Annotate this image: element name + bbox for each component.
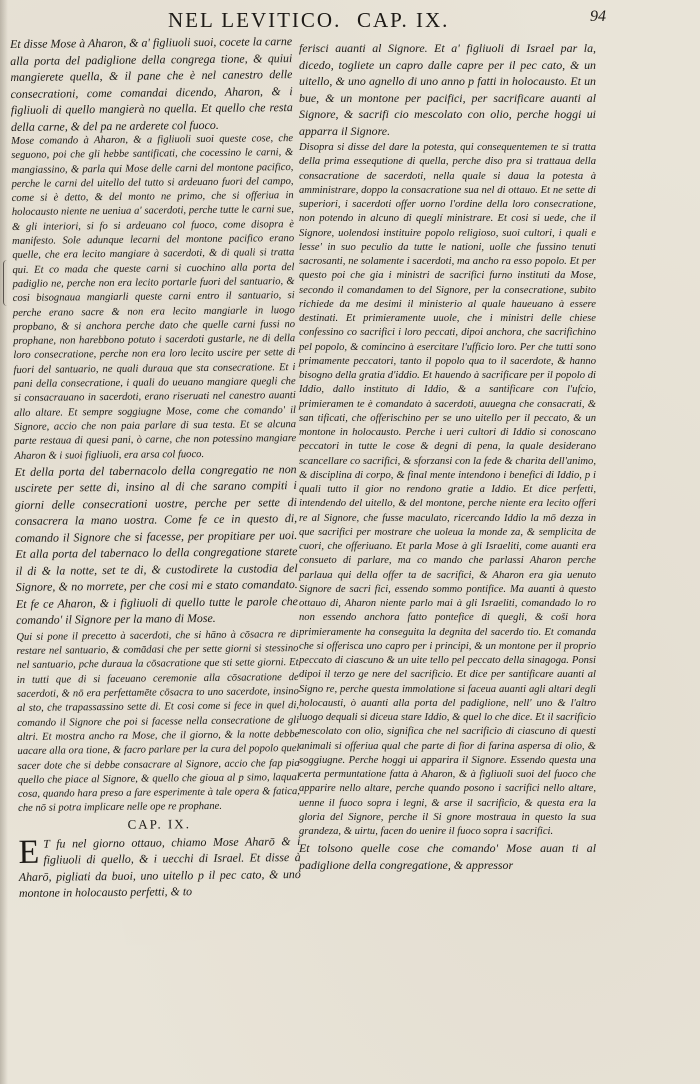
folio-number: 94 (590, 8, 606, 25)
commentary-text-1: Mose comando à Aharon, & a figliuoli suoi queste cose, che seguono, poi che gli hebbe santificati, che cocessino le carni, & mangiassino, & parla qui Mose delle carni del montone pacifico, perche le carni del uitello del tutto si ardeuano fuori del campo, come si è detto, & del monto ne primo, che si offeriua in holocausto niente ne ueniua a' sacerdoti, perche tutte le carni sue, & gli interiori, si fo si ardeuano col fuoco, come disopra è manifesto. Sole adunque lecarni del montone pacifico erano quelle, che era lecito mangiare à sacerdoti, & di quali si tratta qui. Et co mada che queste carni si cuochino alla porta del padiglio ne, perche non era lecito portarle fuori del santuario, & cosi bisognaua mangiarli queste carni entro il santuario, si perche erano sacre & non era lecito mangiarle in luogo propbano, & si anchora perche dato che quelle carni fussi no prophane, non harebbono potuto i sacerdoti gustarle, ne di della loro consecratione, perche non era loro lecito uscire per sette di fuori del santuario, ne quali duraua que sta consecratione. Et i pani della consecratione, i quali do ueuano mangiare quegli che si consacrauano in sacerdoti, erano riseruati nel canestro auanti allo altare. Et sempre soggiugne Mose, come che comando' il Signore, accio che non paia parlare di sua testa. Et se alcuna parte restaua di quesi pani, ò carne, che non potessino mangiare Aharon & i suoi figliuoli, era arsa col fuoco. (11, 133, 297, 462)
commentary-text-3: Disopra si disse del dare la potesta, qui consequentemen te si tratta della prima essequtione di quella, perche diso pra si trattaua della consacratione de sacerdoti, nella quale si daua la potesta à amministrare, doppo la consacratione sua nel di ottauo. Et ne sette di superiori, i sacerdoti offer uorno l'ordine della loro consecratione, non potendo in alcuno di queglí ministrare. Et cosi si uede, che il Signore, uolendosi instituire popolo religioso, suoi cultori, i quali e lesse' in suo peculio da tutte le nationi, uolle che fussino tenuti sacrosanti, ne solamente i sacerdoti, ma ancho ra esso popolo. Et per questo poi che gia i ministri de sacrifici furno instituti da Mose, secondo il comandamen to del Signore, per la consecratione, subito richiede da me desimi il ministerio al quale haueuano à essere destinati. Et primieramente uuole, che i ministri delle chiese confessino co sacrifici i loro peccati, dipoi anchora, che sacrifichino pel popolo, & comincino à esercitare l'ufficio loro. Per che tutti sono primamente peccatori, tanto il popolo qua to il sacerdote, & hanno bisogno della gratia d'iddio. Et hauendo à sacrificare per il popolo di Iddio, dallo instituto di Iddio, & a santificare con l'ufcio, primieramen te è comandato à sacerdoti, auuegna che consacrati, & san tificati, che offerischino per se uno uitello per il peccato, & un montone in holocausto. Perche i ueri cultori di Iddio si conoscano peccatori in tutte le cose & degni di pena, la quale desiderano scancellare co sacrifici, & sforzansi con la fede & charita dell'animo, & disciplina di corpo, & final mente intendono i benefici di Iddio, p i quali tutto il gior no rendono gratie a Iddio. Et dice perfetti, intendendo del uitello, & del montone, perche niente era lecito offeri re al Signore, che fusse maculato, ricercando Iddio la mō dezza in que sacrifici per mostrare che uoleua la monde za, & semplicita de cuori, che offeriuano. Et parla Mose à gli Israeliti, come auanti era consueto di parlare, ma co mando che parlassi Aharon perche parlaua qui della offer ta de sacrifici, & Aharon era gia uenuto Signore de sacri fici, essendo sommo pontifice. Ma auanti à questo ottauo di, Aharon niente parlo mai à gli Israeliti, comandado lo ro non essendo anchora fatto pontefice di quegli, & coši hora primieramente ha conseguita la degnita del sacerdo tio. Et comanda che si offerisca uno capro per i principi, & un montone per il proprio peccato di ciascuno & un uite tello pel peccato della sinagoga. Ponsi dipoi il terzo ge nere del sacrificio. Et dice per santificare auanti al Signo re, perche questa immolatione si faceua auanti agli altari degli holocausti, ò auanti alla porta del padiglione, nell' uno & l'altro luogo dequali si diceua stare Iddio, & quel lo che dice. Et il sacrificio mescolato con olio, significa che nel sacrificio di ciascuno di questi animali si offeriua qual che parte di fior di farina aspersa di olio, & soggiugne. Perche hoggi ui apparira il Signore. Essendo questa una certa permuntatione fatta à Aharon, & à figliuoli suoi del fuoco che apparire nello altare, perche quando posono i sacrifici nello altare, uenne il fuoco sopra i legni, & arse il sacrificio, & questa era la gloria del Signore, perche il Si gnore mostraua in questo la sua grandeza, & uirtu, facen do uenire il fuoco sopra i sacrifici. (299, 142, 596, 837)
running-title: NEL LEVITICO. (168, 8, 342, 32)
chapter-heading: CAP. IX. (127, 815, 191, 832)
scripture-text-2: Et della porta del tabernacolo della congregatio ne non uscirete per sette di, insino al di che sarano compiti i giorni delle consecrationi uostre, perche per sette di consacrera la mano uostra. Come fe ce in questo di, comando il Signore che si facesse, per propitiare per uoi. Et alla porta del tabernaco lo della congregatione starete il di & la notte, set te di, & custodirete la custodia del Signore, & no morrete, per che cosi mi e stato comandato. Et fe ce Aharon, & i figliuoli di quello tutte le parole che comando' il Signore per la mano di Mose. (14, 461, 299, 628)
commentary-text-2: Qui si pone il precetto à sacerdoti, che si hāno à cōsacra re di restare nel santuario, & comādasi che per sette giorni si stessino nel santuario, pche duraua la cōsacratione que sti sette giorni. Et in tutti que di si faceuano ceremonie alla cōsacratione de sacerdoti, & nō era perfettamēte cōsacra to uno sacerdote, insino al sto, che trapassassino sette di. Et cosi come si fece in quel di, comando il Signore che poi si facesse nella consecratione de gli altri. Et mostra ancho ra Mose, che il giorno, & la notte debbe uacare alla ora tione, & facro parlare per la cura del popolo quel sacer dote che si debbe consacrare al Signore, accio che fap pia quello che piace al Signore, & quello che gioua al p simo, laqual cosa, quando hara preso a fare esperimente à tale opera & fatica, che nō si potra implicare nelle ope re prophane. (16, 628, 300, 815)
margin-bracket (3, 260, 10, 306)
chapter-opening-text (18, 833, 301, 902)
running-chapter: CAP. IX. (357, 8, 450, 32)
scripture-text-3: ferisci auanti al Signore. Et a' figliuoli di Israel par la, dicedo, togliete un capro dalle capre per il pec cato, & un uitello, & uno agnello di uno anno p fatti in holocausto. Et un bue, & un montone per pacifici, per sacrificare auanti al Signore, & sacrifi cio mescolato con olio, perche hoggi ui apparra il Signore. (299, 41, 596, 138)
chapter-opening-body: T fu nel giorno ottauo, chiamo Mose Aharō & i figliuoli di quello, & i uecchi di Israel. Et disse à Aharō, pigliati da buoi, uno uitello p il pec cato, & uno montone in holocausto perfetti, & to (18, 833, 301, 901)
left-column (10, 33, 301, 902)
page-gutter-shadow (0, 0, 8, 1084)
scripture-text-4: Et tolsono quelle cose che comando' Mose auan ti al padiglione della congregatione, & appressor (299, 841, 596, 872)
right-column (299, 40, 596, 873)
scripture-text-1: Et disse Mose à Aharon, & a' figliuoli suoi, cocete la carne alla porta del padiglione della congrega tione, & quiui mangierete quella, & il pane che è nel canestro delle consecrationi, come comandai dicendo, Aharon, & i figliuoli di quello mangierà no quella. Et quello che resta della carne, & del pa ne arderete col fuoco. (10, 34, 293, 134)
drop-capital: E (18, 833, 40, 871)
